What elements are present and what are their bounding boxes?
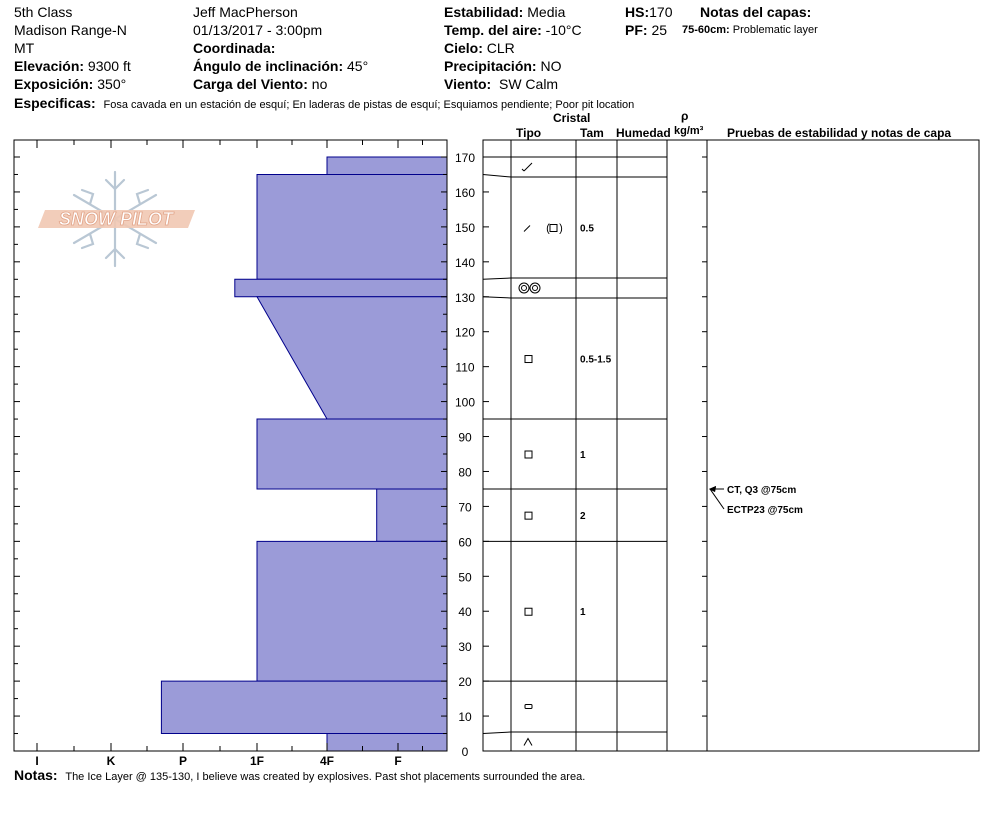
crystal-faceted-icon [525,451,532,458]
ice-circle [530,283,540,293]
hardness-label: F [394,754,402,768]
pf: PF: 25 [625,22,668,38]
depth-tick-label: 150 [454,220,476,235]
layer-connector [483,278,511,279]
layer-connector [483,174,511,177]
depth-tick-label: 10 [458,710,472,725]
faceted-icon [525,356,532,363]
hardness-label: I [35,754,39,768]
faceted-icon [525,451,532,458]
decomposing-icon [524,163,532,171]
location-line-3: MT [14,40,35,56]
aspect: Exposición: 350° [14,76,127,92]
depth-tick-label: 80 [458,465,472,480]
depth-tick-label: 100 [454,395,476,410]
crystal-faceted-icon [525,512,532,519]
depth-tick-label: 120 [454,325,476,340]
layer-connector [483,297,511,298]
density-unit-header: kg/m³ [674,125,704,137]
crystal-decomposing-faceted-icon [524,223,563,235]
hardness-bar [257,297,447,419]
crystal-depth-hoar-icon [524,739,532,746]
hardness-label: K [106,754,116,768]
hardness-bar [327,157,447,174]
paren-open: ( [546,222,550,235]
depth-tick-label: 50 [458,570,472,585]
ice-circle-inner [533,286,538,291]
depth-tick-label: 40 [458,605,472,620]
depth-tick-label: 20 [458,675,472,690]
datetime: 01/13/2017 - 3:00pm [193,22,323,38]
location-line-1: 5th Class [14,4,73,20]
depth-tick-label: 110 [455,360,475,375]
crystal-ice-icon [519,283,540,293]
stability: Estabilidad: Media [444,4,566,20]
slope-angle: Ángulo de inclinación: 45° [193,58,369,74]
stability-test-label: CT, Q3 @75cm [727,485,797,496]
crystal-size: 2 [580,511,586,523]
ice-circle-inner [522,286,527,291]
hardness-label: P [178,754,188,768]
hardness-label: 4F [319,754,335,768]
crystal-header: Cristal [553,111,591,125]
faceted-icon [525,512,532,519]
crystal-rounded-faceted-icon [525,705,532,709]
test-arrow-icon [709,486,716,492]
sky: Cielo: CLR [444,40,515,56]
crystal-size: 1 [580,607,586,619]
moisture-header: Humedad [616,126,671,140]
hardness-bar [377,489,447,541]
layer-note: 75-60cm: Problematic layer [682,24,818,36]
rho-header: ρ [681,109,689,123]
hardness-bar [161,681,447,733]
faceted-icon [525,608,532,615]
wind-load: Carga del Viento: no [193,76,328,92]
depth-tick-label: 160 [454,185,476,200]
stability-tests-header: Pruebas de estabilidad y notas de capa [727,126,952,140]
hs: HS:170 [625,4,673,20]
decomposing-tick [522,169,524,171]
depth-tick-label: 90 [458,430,472,445]
depth-tick-label: 70 [458,500,472,515]
crystal-faceted-icon [525,608,532,615]
depth-tick-label: 170 [454,151,476,165]
observer: Jeff MacPherson [193,4,298,20]
layer-connector [483,732,511,734]
decomposing-icon [524,226,530,232]
crystal-faceted-icon [525,356,532,363]
rounded-faceted-icon [525,705,532,709]
stability-test-label: ECTP23 @75cm [727,505,803,516]
crystal-size: 0.5-1.5 [580,354,612,366]
faceted-icon [550,225,557,232]
test-pointer-line [710,489,724,509]
hardness-bar [257,541,447,681]
ice-circle [519,283,529,293]
specifics: Especificas: Fosa cavada en un estación de esquí; En laderas de pistas de esquí; Esquiamos pendiente; Poor pit location [14,95,635,111]
crystal-size: 1 [580,450,586,461]
depth-tick-label: 30 [458,640,472,655]
precipitation: Precipitación: NO [444,58,562,74]
depth-hoar-icon [524,739,532,746]
depth-tick-label: 0 [461,745,469,759]
depth-tick-label: 60 [458,535,472,550]
depth-tick-label: 140 [454,255,476,270]
notes: Notas: The Ice Layer @ 135-130, I believe was created by explosives. Past shot placements surrounded the area. [14,767,586,783]
hardness-bar [327,734,447,751]
location-line-2: Madison Range-N [14,22,127,38]
snowpilot-logo [38,172,195,266]
hardness-label: 1F [249,754,265,768]
hardness-bar [257,174,447,279]
logo-text: SNOW PILOT [59,209,173,229]
hardness-bar [257,419,447,489]
size-header: Tam [580,126,604,140]
air-temp: Temp. del aire: -10°C [444,22,582,38]
layer-notes-label: Notas del capas: [700,4,812,20]
type-header: Tipo [516,126,542,140]
hardness-bar [235,279,447,296]
elevation: Elevación: 9300 ft [14,58,131,74]
crystal-decomposing-icon [522,163,532,171]
depth-tick-label: 130 [454,290,476,305]
wind: Viento: SW Calm [444,76,559,92]
coordinate-label: Coordinada: [193,40,276,56]
paren-close: ) [559,222,563,235]
crystal-size: 0.5 [580,223,594,235]
